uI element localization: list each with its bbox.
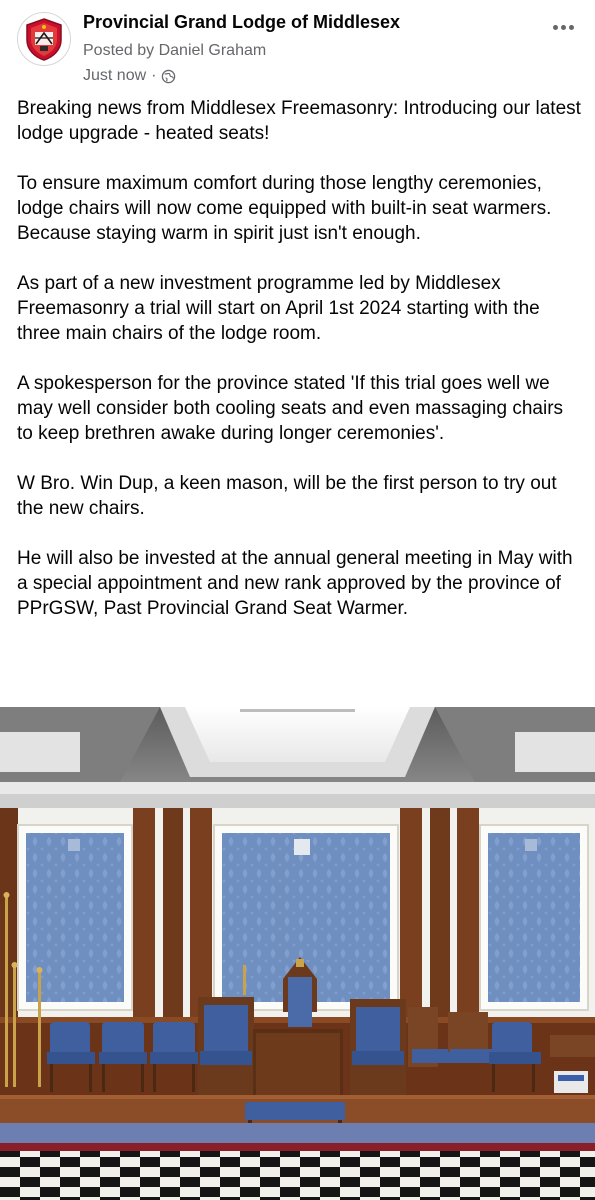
ellipsis-icon[interactable] bbox=[546, 16, 580, 38]
avatar[interactable] bbox=[17, 12, 71, 66]
paragraph: He will also be invested at the annual general meeting in May with a special appointment and new rank approved by the province of PPrGSW, Past Provincial Grand Seat Warmer. bbox=[17, 548, 573, 619]
timestamp[interactable]: Just now bbox=[83, 67, 147, 84]
paragraph: As part of a new investment programme led by Middlesex Freemasonry a trial will start on April 1st 2024 starting with the three main chairs of the lodge room. bbox=[17, 273, 540, 344]
lodge-crest-icon bbox=[21, 16, 67, 62]
paragraph: W Bro. Win Dup, a keen mason, will be the first person to try out the new chairs. bbox=[17, 473, 557, 519]
globe-icon bbox=[161, 69, 176, 84]
paragraph: To ensure maximum comfort during those lengthy ceremonies, lodge chairs will now come equipped with built-in seat warmers. Because staying warm in spirit just isn't enough. bbox=[17, 173, 552, 244]
page-name[interactable]: Provincial Grand Lodge of Middlesex bbox=[83, 12, 401, 32]
paragraph: A spokesperson for the province stated 'If this trial goes well we may well consider both cooling seats and even massaging chairs to keep brethren awake during longer ceremonies'. bbox=[17, 373, 564, 444]
separator: · bbox=[151, 67, 157, 84]
posted-by[interactable]: Posted by Daniel Graham bbox=[83, 42, 267, 59]
lodge-room-image bbox=[0, 707, 595, 1200]
post-body bbox=[17, 96, 582, 646]
post-photo[interactable] bbox=[0, 707, 595, 1200]
timestamp-row bbox=[83, 67, 176, 85]
paragraph: Breaking news from Middlesex Freemasonry: Introducing our latest lodge upgrade - heated seats! bbox=[17, 98, 581, 144]
post-header bbox=[0, 0, 595, 92]
